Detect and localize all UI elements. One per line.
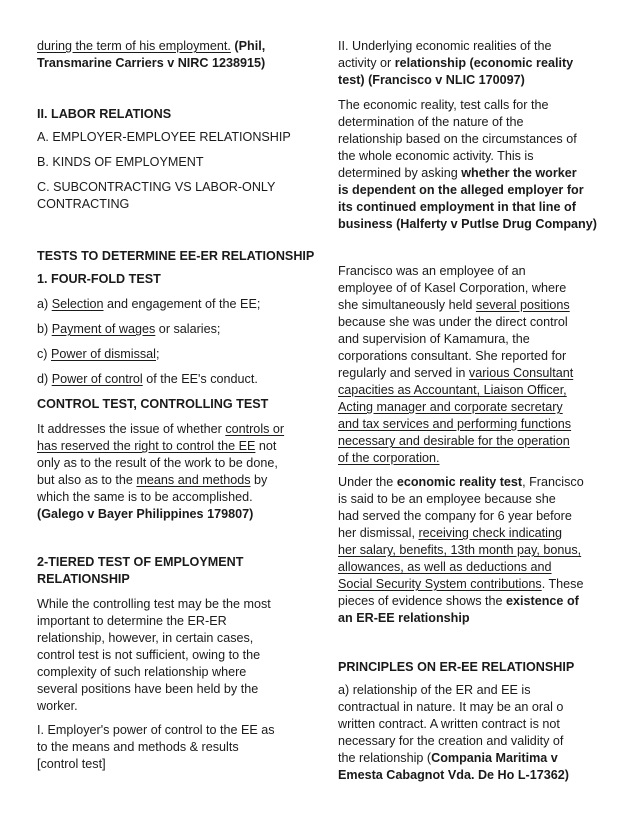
tier1-text: I. Employer's power of control to the EE as (37, 723, 275, 737)
two-tier-text: relationship, however, in certain cases, (37, 631, 254, 645)
tier1-text: to the means and methods & results (37, 740, 239, 754)
principles-heading: PRINCIPLES ON ER-EE RELATIONSHIP (338, 660, 575, 674)
two-tier-text: worker. (37, 699, 78, 713)
text: . These (541, 577, 584, 591)
control-line4 (37, 472, 267, 489)
text: by (250, 473, 268, 487)
under-line: is said to be an employee because she (338, 492, 556, 506)
econ-line: relationship based on the circumstances of (338, 132, 577, 146)
text: regularly and served in (338, 366, 469, 380)
tier2-line1: II. Underlying economic realities of the (338, 39, 552, 53)
two-tier-text: While the controlling test may be the most (37, 597, 271, 611)
item-prefix: a) (37, 297, 52, 311)
control-line5: which the same is to be accomplished. (37, 490, 253, 504)
tier2-line3: test) (Francisco v NLIC 170097) (338, 73, 525, 87)
control-line1 (37, 421, 284, 438)
item-rest: of the EE's conduct. (142, 372, 258, 386)
control-test-heading: CONTROL TEST, CONTROLLING TEST (37, 397, 269, 411)
text: she simultaneously held (338, 298, 476, 312)
bold-text: relationship (economic reality (394, 56, 574, 70)
under-line: her salary, benefits, 13th month pay, bonus, (338, 543, 582, 557)
underlined: means and methods (136, 473, 251, 487)
bold-text: economic reality test (396, 475, 523, 489)
outline-b: B. KINDS OF EMPLOYMENT (37, 155, 204, 169)
econ-line: the whole economic activity. This is (338, 149, 534, 163)
under-line: allowances, as well as deductions and (338, 560, 552, 574)
principles-line: necessary for the creation and validity of (338, 734, 564, 748)
fourfold-item (37, 296, 260, 313)
p0-line2: Transmarine Carriers v NIRC 1238915) (37, 56, 266, 70)
text: It addresses the issue of whether (37, 422, 226, 436)
item-key: Payment of wages (51, 322, 156, 336)
item-key: Power of control (51, 372, 143, 386)
underlined: controls or (225, 422, 285, 436)
tests-heading: TESTS TO DETERMINE EE-ER RELATIONSHIP (37, 249, 315, 263)
item-rest: ; (155, 347, 160, 361)
principles-line: contractual in nature. It may be an oral o (338, 700, 564, 714)
underlined: has reserved the right to control the EE (37, 439, 256, 453)
text: , Francisco (522, 475, 584, 489)
labor-relations-heading: II. LABOR RELATIONS (37, 107, 172, 121)
outline-a: A. EMPLOYER-EMPLOYEE RELATIONSHIP (37, 130, 291, 144)
text: but also as to the (37, 473, 137, 487)
text: pieces of evidence shows the (338, 594, 507, 608)
under-line (338, 576, 583, 593)
item-prefix: d) (37, 372, 52, 386)
econ-line: is dependent on the alleged employer for (338, 183, 584, 197)
underlined: various Consultant (468, 366, 574, 380)
francisco-line: because she was under the direct control (338, 315, 568, 329)
francisco-line: of the corporation. (338, 451, 440, 465)
underlined: Social Security System contributions (338, 577, 542, 591)
principles-line: Emesta Cabagnot Vda. De Ho L-17362) (338, 768, 569, 782)
p0-line1 (37, 38, 265, 55)
item-prefix: b) (37, 322, 52, 336)
control-citation: (Galego v Bayer Philippines 179807) (37, 507, 254, 521)
fourfold-item (37, 321, 220, 338)
francisco-line: capacities as Accountant, Liaison Officer, (338, 383, 567, 397)
bold-text: Compania Maritima v (431, 751, 558, 765)
text: the relationship ( (338, 751, 432, 765)
item-key: Power of dismissal (51, 347, 156, 361)
item-rest: or salaries; (155, 322, 221, 336)
two-tier-text: complexity of such relationship where (37, 665, 247, 679)
principles-line (338, 750, 558, 767)
under-line (338, 474, 584, 491)
item-key: Selection (51, 297, 104, 311)
bold-text: whether the worker (461, 166, 577, 180)
text: determined by asking (338, 166, 462, 180)
bold-text: existence of (506, 594, 579, 608)
text: activity or (338, 56, 395, 70)
francisco-line: employee of of Kasel Corporation, where (338, 281, 567, 295)
francisco-line: Acting manager and corporate secretary (338, 400, 563, 414)
two-tier-text: important to determine the ER-ER (37, 614, 227, 628)
under-line: an ER-EE relationship (338, 611, 470, 625)
text: her dismissal, (338, 526, 419, 540)
econ-line: business (Halferty v Putlse Drug Company) (338, 217, 597, 231)
econ-line: The economic reality, test calls for the (338, 98, 549, 112)
francisco-line: and tax services and performing functions (338, 417, 572, 431)
fourfold-item (37, 346, 159, 363)
principles-line: a) relationship of the ER and EE is (338, 683, 531, 697)
outline-c-line2: CONTRACTING (37, 197, 130, 211)
two-tier-text: several positions have been held by the (37, 682, 259, 696)
econ-line: its continued employment in that line of (338, 200, 576, 214)
control-line2 (37, 438, 276, 455)
two-tier-heading-line1: 2-TIERED TEST OF EMPLOYMENT (37, 555, 244, 569)
text: not (255, 439, 277, 453)
item-prefix: c) (37, 347, 51, 361)
two-tier-text: control test is not sufficient, owing to the (37, 648, 261, 662)
econ-line (338, 165, 577, 182)
tier2-line2 (338, 55, 573, 72)
outline-c-line1: C. SUBCONTRACTING VS LABOR-ONLY (37, 180, 276, 194)
francisco-line: and supervision of Kamamura, the (338, 332, 530, 346)
text: Under the (338, 475, 397, 489)
under-line (338, 525, 562, 542)
under-line: had served the company for 6 year before (338, 509, 572, 523)
francisco-line: necessary and desirable for the operation (338, 434, 570, 448)
principles-line: written contract. A written contract is not (338, 717, 560, 731)
francisco-line (338, 365, 573, 382)
fourfold-heading: 1. FOUR-FOLD TEST (37, 272, 161, 286)
fourfold-item (37, 371, 258, 388)
francisco-line: Francisco was an employee of an (338, 264, 526, 278)
francisco-line (338, 297, 570, 314)
two-tier-heading-line2: RELATIONSHIP (37, 572, 130, 586)
econ-line: determination of the nature of the (338, 115, 524, 129)
p0-underlined: during the term of his employment. (37, 39, 231, 53)
underlined: several positions (475, 298, 570, 312)
francisco-line: corporations consultant. She reported for (338, 349, 567, 363)
p0-cite-start: (Phil, (230, 39, 266, 53)
under-line (338, 593, 579, 610)
control-line3: only as to the result of the work to be done, (37, 456, 278, 470)
underlined: receiving check indicating (418, 526, 562, 540)
item-rest: and engagement of the EE; (103, 297, 261, 311)
tier1-text: [control test] (37, 757, 106, 771)
